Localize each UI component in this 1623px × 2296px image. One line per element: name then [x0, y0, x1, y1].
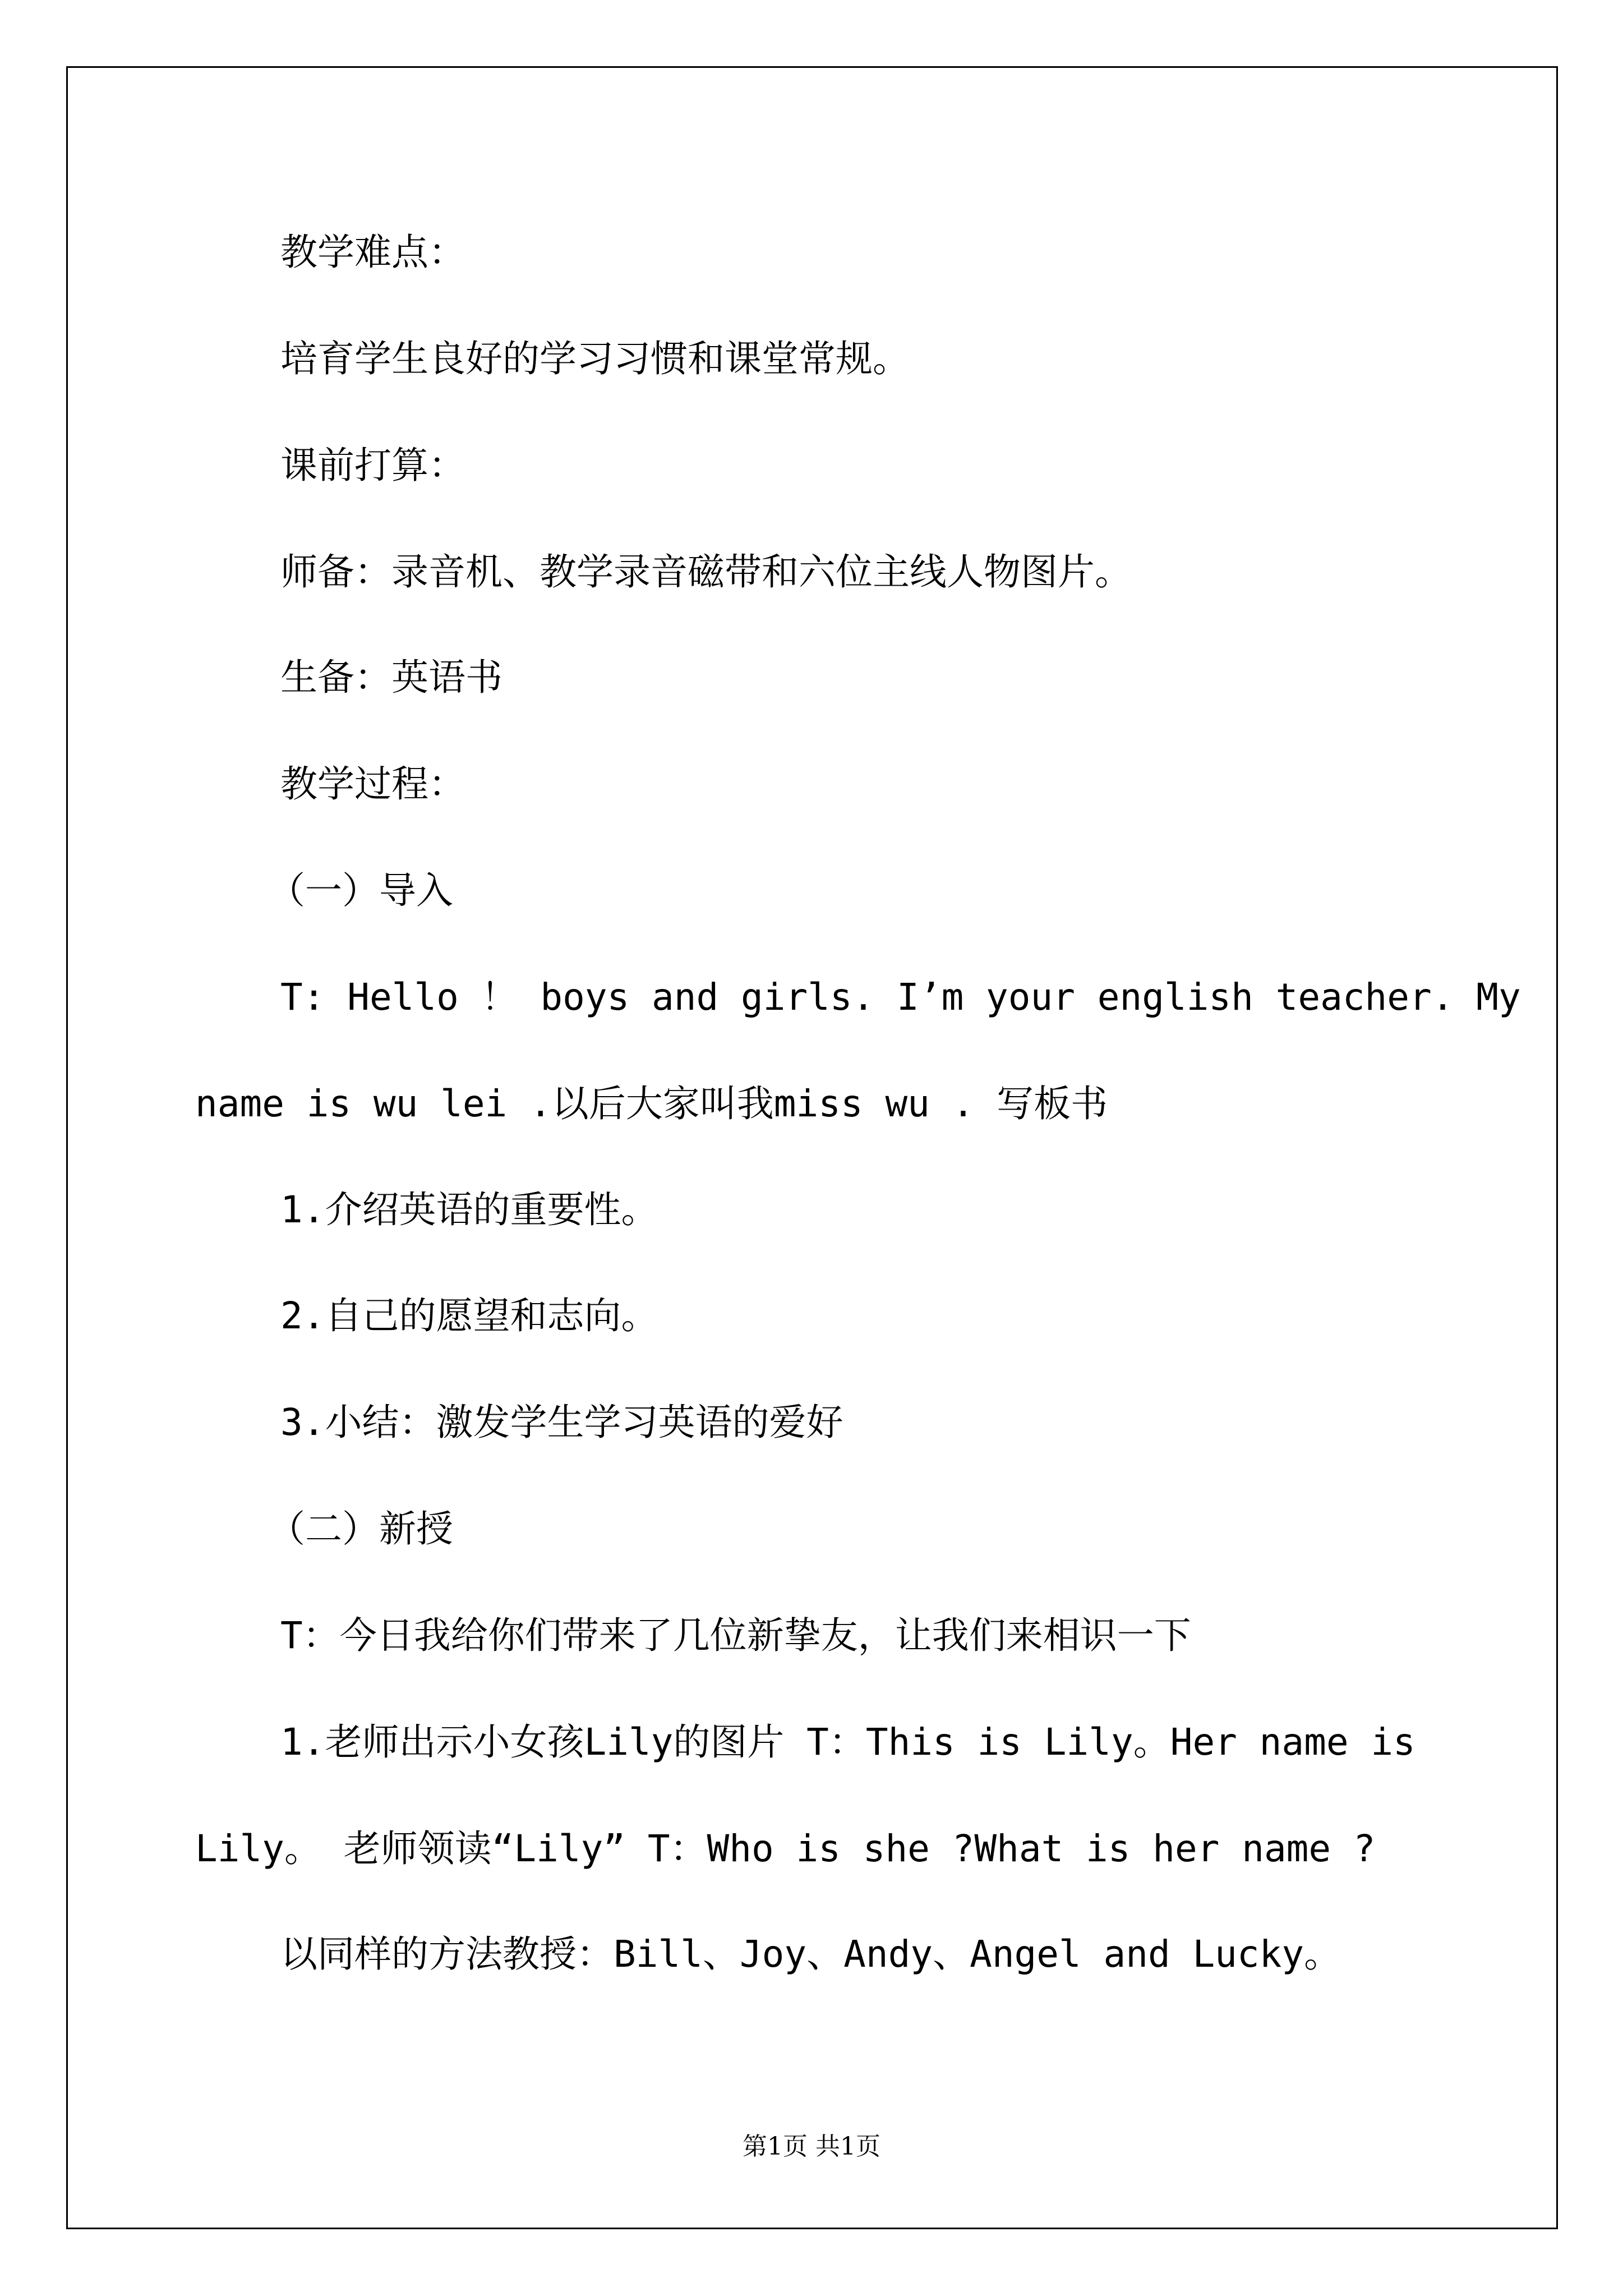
- paragraph-greeting-line2: name is wu lei .以后大家叫我miss wu . 写板书: [195, 1082, 1108, 1125]
- page-border: [66, 66, 1558, 2229]
- heading-preparation: 课前打算：: [280, 444, 465, 487]
- paragraph-lily-line1: 1.老师出示小女孩Lily的图片 T：This is Lily。Her name is: [280, 1720, 1415, 1764]
- list-item-2: 2.自己的愿望和志向。: [280, 1294, 658, 1337]
- page-footer: 第1页 共1页: [743, 2132, 880, 2161]
- paragraph-lily-line2: Lily。 老师领读“Lily” T：Who is she ?What is her name ?: [195, 1827, 1376, 1870]
- paragraph-student-prep: 生备：英语书: [280, 656, 502, 699]
- heading-teaching-difficulty: 教学难点：: [280, 231, 465, 274]
- paragraph-new-friends: T：今日我给你们带来了几位新挚友，让我们来相识一下: [280, 1614, 1191, 1657]
- heading-teaching-process: 教学过程：: [280, 762, 465, 806]
- list-item-3: 3.小结：激发学生学习英语的爱好: [280, 1401, 843, 1444]
- section-introduction: （一）导入: [268, 869, 453, 912]
- paragraph-greeting-line1: T: Hello ！ boys and girls. I’m your english teacher. My: [280, 976, 1521, 1019]
- list-item-1: 1.介绍英语的重要性。: [280, 1188, 658, 1231]
- paragraph-same-method: 以同样的方法教授：Bill、Joy、Andy、Angel and Lucky。: [280, 1932, 1341, 1976]
- paragraph-teacher-prep: 师备：录音机、教学录音磁带和六位主线人物图片。: [280, 550, 1132, 593]
- section-new-lesson: （二）新授: [268, 1507, 453, 1550]
- paragraph-difficulty-content: 培育学生良好的学习习惯和课堂常规。: [280, 337, 910, 380]
